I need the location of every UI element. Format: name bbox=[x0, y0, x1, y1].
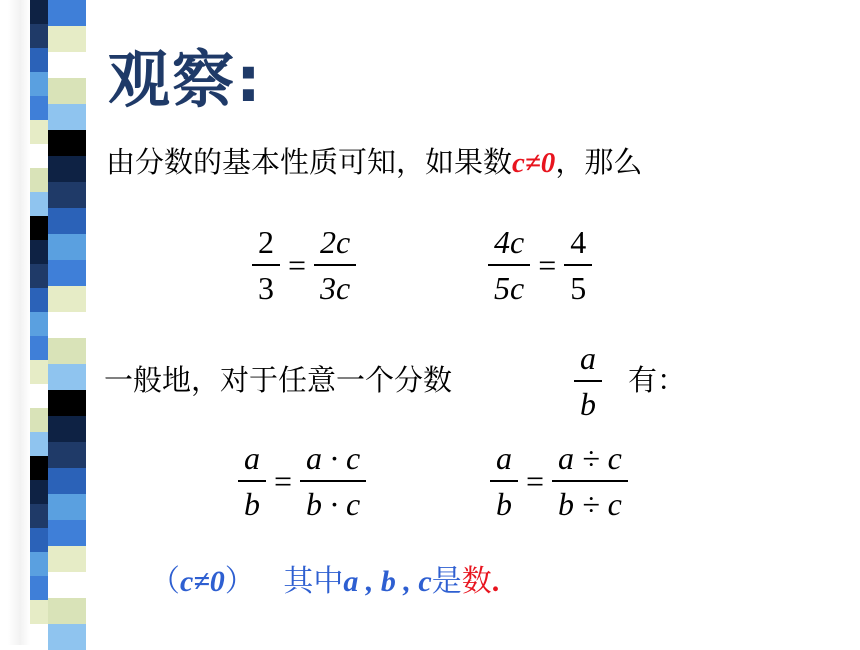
footer-period: . bbox=[491, 565, 500, 598]
equation-3 bbox=[238, 436, 366, 526]
stripe-block bbox=[48, 442, 86, 468]
numerator: a bbox=[244, 440, 260, 476]
stripe-block bbox=[48, 52, 86, 78]
fraction bbox=[490, 436, 518, 526]
denominator: 5 bbox=[570, 270, 587, 306]
stripe-block bbox=[48, 260, 86, 286]
equation-4 bbox=[490, 436, 628, 526]
inline-fraction bbox=[574, 336, 602, 426]
stripe-block bbox=[48, 598, 86, 624]
stripe-block bbox=[48, 624, 86, 650]
stripe-block bbox=[48, 546, 86, 572]
intro-tail: ，那么 bbox=[555, 145, 643, 179]
numerator: 4 bbox=[570, 224, 587, 260]
equals-sign: = bbox=[288, 246, 307, 283]
stripe-block bbox=[48, 234, 86, 260]
intro-text: 由分数的基本性质可知，如果数 bbox=[106, 145, 513, 179]
fraction bbox=[564, 220, 592, 310]
stripe-block bbox=[48, 130, 86, 156]
fraction bbox=[552, 436, 628, 526]
numerator: 2 bbox=[258, 224, 274, 260]
equals-sign: = bbox=[538, 246, 557, 283]
general-tail: 有： bbox=[628, 363, 687, 397]
stripe-block bbox=[48, 494, 86, 520]
denominator: 3 bbox=[258, 270, 274, 306]
footer-condition: c≠0 bbox=[180, 565, 225, 598]
equation-1 bbox=[252, 220, 356, 310]
footer-is: 是 bbox=[431, 564, 462, 599]
numerator: a ÷ c bbox=[558, 440, 622, 476]
slide-title: 观察: bbox=[108, 43, 263, 116]
paren-open: （ bbox=[150, 564, 180, 599]
footer-note bbox=[150, 556, 499, 600]
denominator: b bbox=[244, 486, 260, 522]
stripe-block bbox=[48, 468, 86, 494]
stripe-block bbox=[48, 312, 86, 338]
intro-line bbox=[106, 140, 642, 181]
denominator: b ÷ c bbox=[558, 486, 622, 522]
fraction bbox=[300, 436, 366, 526]
stripe-block bbox=[48, 26, 86, 52]
footer-variables: a , b , c bbox=[343, 565, 432, 598]
general-line bbox=[104, 358, 452, 399]
equation-2 bbox=[488, 220, 592, 310]
equals-sign: = bbox=[526, 462, 545, 499]
general-text: 一般地，对于任意一个分数 bbox=[104, 363, 453, 397]
stripe-block bbox=[48, 182, 86, 208]
stripe-block bbox=[48, 520, 86, 546]
fraction bbox=[252, 220, 280, 310]
stripe-block bbox=[48, 364, 86, 390]
stripe-block bbox=[48, 78, 86, 104]
stripe-block bbox=[48, 390, 86, 416]
denominator: b · c bbox=[306, 486, 361, 522]
stripe-block bbox=[48, 208, 86, 234]
numerator: a bbox=[496, 440, 512, 476]
fraction bbox=[314, 220, 356, 310]
footer-text: 其中 bbox=[283, 564, 344, 599]
stripe-block bbox=[48, 156, 86, 182]
stripe-block bbox=[48, 416, 86, 442]
stripe-block bbox=[48, 104, 86, 130]
fraction bbox=[238, 436, 266, 526]
stripe-block bbox=[48, 0, 86, 26]
paren-close: ） bbox=[224, 564, 255, 599]
numerator: a · c bbox=[306, 440, 361, 476]
numerator: 2c bbox=[320, 224, 351, 260]
numerator: a bbox=[580, 340, 596, 376]
stripe-block bbox=[48, 572, 86, 598]
denominator: 5c bbox=[494, 270, 525, 306]
decorative-stripe-bar bbox=[0, 0, 96, 645]
stripe-column-right bbox=[48, 0, 86, 645]
denominator: b bbox=[580, 386, 596, 422]
numerator: 4c bbox=[494, 224, 525, 260]
stripe-block bbox=[48, 286, 86, 312]
condition-text: c≠0 bbox=[512, 147, 556, 179]
denominator: b bbox=[496, 486, 512, 522]
footer-highlight-word: 数 bbox=[461, 564, 492, 599]
denominator: 3c bbox=[320, 270, 351, 306]
stripe-block bbox=[48, 338, 86, 364]
fraction bbox=[574, 336, 602, 426]
fraction bbox=[488, 220, 530, 310]
equals-sign: = bbox=[274, 462, 293, 499]
